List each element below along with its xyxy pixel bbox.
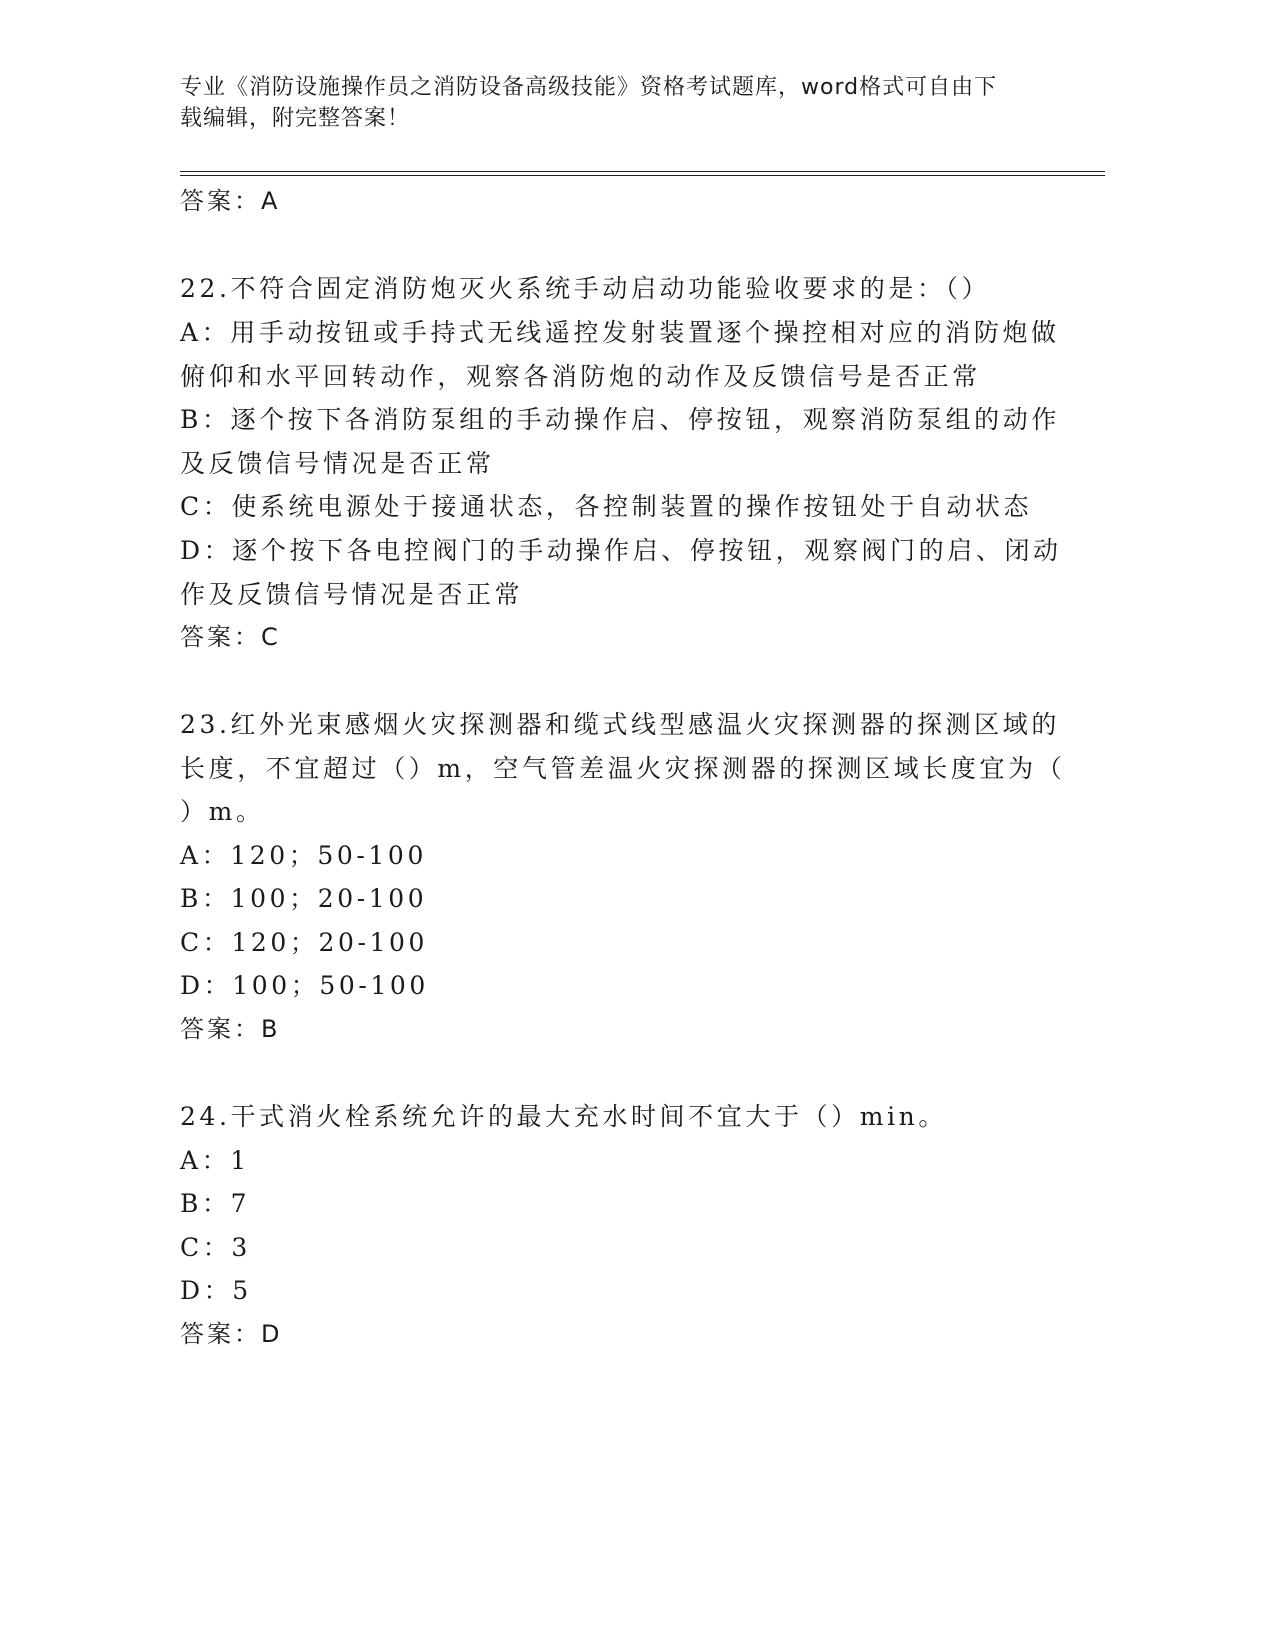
option-line: B：7 (180, 1189, 251, 1218)
question-23-option-a (180, 834, 1040, 878)
option-line: 俯仰和水平回转动作，观察各消防炮的动作及反馈信号是否正常 (180, 361, 981, 391)
option-line: B：逐个按下各消防泵组的手动操作启、停按钮，观察消防泵组的动作 (180, 405, 1060, 434)
question-23-option-c (180, 921, 1040, 965)
question-22-stem (180, 267, 1040, 311)
question-24-stem (180, 1095, 1040, 1139)
question-stem-line: 24.干式消火栓系统允许的最大充水时间不宜大于（）min。 (180, 1102, 947, 1131)
question-stem-line: ）m。 (180, 797, 265, 826)
option-line: C：使系统电源处于接通状态，各控制装置的操作按钮处于自动状态 (180, 492, 1033, 521)
option-line: 及反馈信号情况是否正常 (180, 448, 495, 478)
option-line: A：1 (180, 1146, 250, 1175)
answer-label: 答案： (180, 1015, 261, 1043)
question-stem-line: 长度，不宜超过（）m，空气管差温火灾探测器的探测区域长度宜为（ (180, 753, 1066, 783)
option-line: B：100；20-100 (180, 884, 428, 913)
question-22-option-c (180, 485, 1040, 529)
question-23-option-d (180, 964, 1040, 1008)
option-line: D：100；50-100 (180, 971, 429, 1000)
question-stem-line: 23.红外光束感烟火灾探测器和缆式线型感温火灾探测器的探测区域的 (180, 710, 1060, 739)
option-line: 作及反馈信号情况是否正常 (180, 579, 524, 609)
option-line: C：120；20-100 (180, 928, 429, 957)
header-line-1: 专业《消防设施操作员之消防设备高级技能》资格考试题库，word格式可自由下 (180, 75, 998, 100)
answer-value: D (261, 1320, 282, 1348)
option-line: A：用手动按钮或手持式无线遥控发射装置逐个操控相对应的消防炮做 (180, 318, 1060, 347)
answer-22 (180, 622, 280, 652)
answer-label: 答案： (180, 187, 261, 215)
answer-23 (180, 1014, 279, 1044)
option-line: D：逐个按下各电控阀门的手动操作启、停按钮，观察阀门的启、闭动 (180, 536, 1062, 565)
option-line: A：120；50-100 (180, 841, 427, 870)
header-divider-top (180, 171, 1105, 172)
answer-value: A (261, 187, 280, 215)
document-header (180, 72, 1040, 134)
header-divider-bottom (180, 175, 1105, 176)
question-24-option-d (180, 1269, 1040, 1313)
option-line: D：5 (180, 1276, 252, 1305)
answer-value: C (261, 623, 280, 651)
question-22-option-d (180, 529, 1062, 616)
header-line-2: 载编辑，附完整答案！ (180, 106, 411, 131)
question-24-option-c (180, 1226, 1040, 1270)
answer-prev (180, 186, 279, 216)
answer-label: 答案： (180, 1320, 261, 1348)
answer-value: B (261, 1015, 280, 1043)
question-stem-line: 22.不符合固定消防炮灭火系统手动启动功能验收要求的是：（） (180, 274, 991, 303)
question-22-option-b (180, 398, 1060, 485)
question-23-stem (180, 703, 1066, 834)
answer-label: 答案： (180, 623, 261, 651)
option-line: C：3 (180, 1233, 251, 1262)
question-24-option-a (180, 1139, 1040, 1183)
question-22-option-a (180, 311, 1060, 398)
answer-24 (180, 1319, 281, 1349)
question-23-option-b (180, 877, 1040, 921)
question-24-option-b (180, 1182, 1040, 1226)
